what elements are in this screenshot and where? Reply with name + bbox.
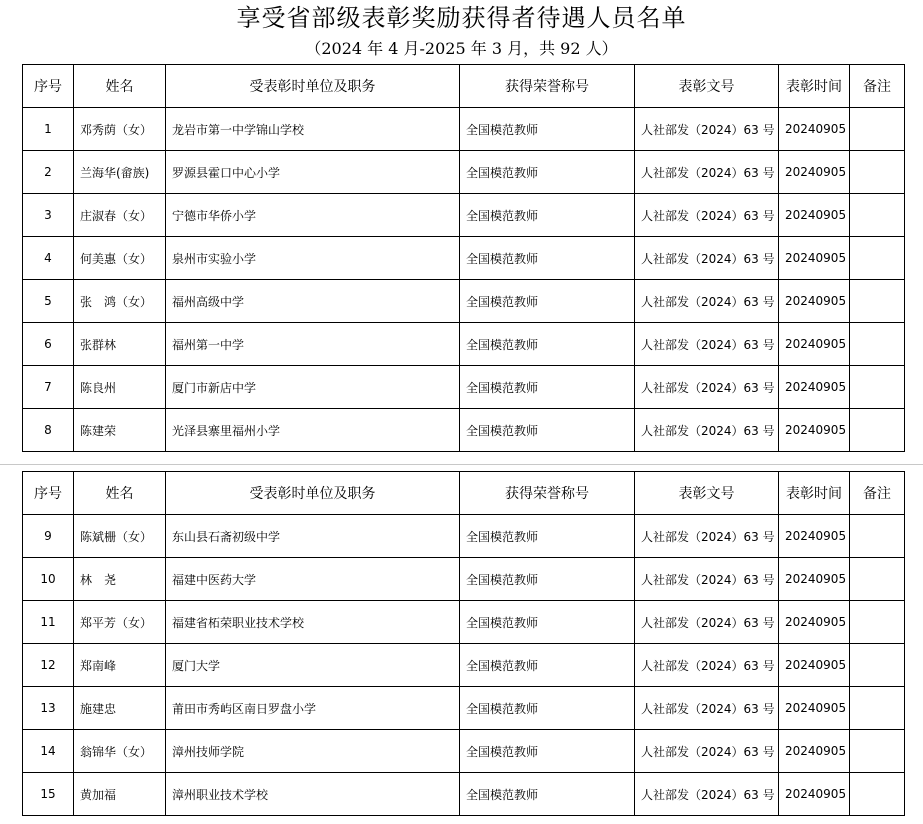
cell-name: 陈斌栅（女） xyxy=(74,515,166,558)
cell-honor: 全国模范教师 xyxy=(460,773,635,816)
cell-honor: 全国模范教师 xyxy=(460,323,635,366)
header-date: 表彰时间 xyxy=(779,472,850,515)
header-honor: 获得荣誉称号 xyxy=(460,65,635,108)
cell-no: 12 xyxy=(23,644,74,687)
cell-unit: 东山县石斋初级中学 xyxy=(166,515,460,558)
header-no: 序号 xyxy=(23,472,74,515)
header-doc: 表彰文号 xyxy=(635,472,779,515)
cell-name: 何美惠（女） xyxy=(74,237,166,280)
cell-honor: 全国模范教师 xyxy=(460,730,635,773)
cell-doc: 人社部发（2024）63 号 xyxy=(635,323,779,366)
roster-table-page-2 xyxy=(22,471,905,816)
cell-no: 11 xyxy=(23,601,74,644)
cell-unit: 宁德市华侨小学 xyxy=(166,194,460,237)
cell-name: 施建忠 xyxy=(74,687,166,730)
table-row xyxy=(23,644,905,687)
cell-date: 20240905 xyxy=(779,601,850,644)
header-unit: 受表彰时单位及职务 xyxy=(166,472,460,515)
table-row xyxy=(23,366,905,409)
cell-note xyxy=(850,366,905,409)
cell-note xyxy=(850,409,905,452)
cell-note xyxy=(850,515,905,558)
cell-honor: 全国模范教师 xyxy=(460,558,635,601)
cell-date: 20240905 xyxy=(779,323,850,366)
table-row xyxy=(23,730,905,773)
table-row xyxy=(23,687,905,730)
cell-date: 20240905 xyxy=(779,558,850,601)
cell-doc: 人社部发（2024）63 号 xyxy=(635,773,779,816)
cell-note xyxy=(850,194,905,237)
table-row xyxy=(23,558,905,601)
table-body-page-1 xyxy=(23,108,905,452)
cell-unit: 漳州职业技术学校 xyxy=(166,773,460,816)
table-row xyxy=(23,515,905,558)
cell-no: 10 xyxy=(23,558,74,601)
table-row xyxy=(23,108,905,151)
cell-note xyxy=(850,644,905,687)
cell-unit: 厦门大学 xyxy=(166,644,460,687)
table-header-row xyxy=(23,65,905,108)
cell-no: 3 xyxy=(23,194,74,237)
cell-no: 14 xyxy=(23,730,74,773)
table-row xyxy=(23,409,905,452)
header-unit: 受表彰时单位及职务 xyxy=(166,65,460,108)
cell-no: 1 xyxy=(23,108,74,151)
cell-name: 郑平芳（女） xyxy=(74,601,166,644)
cell-honor: 全国模范教师 xyxy=(460,194,635,237)
cell-doc: 人社部发（2024）63 号 xyxy=(635,730,779,773)
cell-no: 9 xyxy=(23,515,74,558)
table-row xyxy=(23,323,905,366)
cell-doc: 人社部发（2024）63 号 xyxy=(635,280,779,323)
cell-date: 20240905 xyxy=(779,151,850,194)
cell-note xyxy=(850,323,905,366)
cell-honor: 全国模范教师 xyxy=(460,366,635,409)
cell-note xyxy=(850,237,905,280)
table-row xyxy=(23,151,905,194)
cell-doc: 人社部发（2024）63 号 xyxy=(635,366,779,409)
header-name: 姓名 xyxy=(74,472,166,515)
cell-unit: 福州高级中学 xyxy=(166,280,460,323)
page-divider xyxy=(0,464,923,465)
cell-unit: 龙岩市第一中学锦山学校 xyxy=(166,108,460,151)
cell-honor: 全国模范教师 xyxy=(460,644,635,687)
cell-date: 20240905 xyxy=(779,366,850,409)
header-date: 表彰时间 xyxy=(779,65,850,108)
header-note: 备注 xyxy=(850,65,905,108)
cell-unit: 福州第一中学 xyxy=(166,323,460,366)
table-row xyxy=(23,280,905,323)
cell-honor: 全国模范教师 xyxy=(460,280,635,323)
cell-name: 张 鸿（女） xyxy=(74,280,166,323)
cell-doc: 人社部发（2024）63 号 xyxy=(635,601,779,644)
cell-doc: 人社部发（2024）63 号 xyxy=(635,644,779,687)
cell-note xyxy=(850,280,905,323)
cell-name: 庄淑春（女） xyxy=(74,194,166,237)
cell-doc: 人社部发（2024）63 号 xyxy=(635,108,779,151)
header-note: 备注 xyxy=(850,472,905,515)
cell-doc: 人社部发（2024）63 号 xyxy=(635,558,779,601)
cell-unit: 福建中医药大学 xyxy=(166,558,460,601)
header-doc: 表彰文号 xyxy=(635,65,779,108)
cell-no: 2 xyxy=(23,151,74,194)
cell-note xyxy=(850,601,905,644)
cell-name: 黄加福 xyxy=(74,773,166,816)
header-no: 序号 xyxy=(23,65,74,108)
cell-name: 兰海华(畲族) xyxy=(74,151,166,194)
document-subtitle: （2024 年 4 月-2025 年 3 月，共 92 人） xyxy=(305,39,618,58)
cell-doc: 人社部发（2024）63 号 xyxy=(635,151,779,194)
cell-name: 林 尧 xyxy=(74,558,166,601)
cell-doc: 人社部发（2024）63 号 xyxy=(635,409,779,452)
cell-no: 6 xyxy=(23,323,74,366)
cell-unit: 福建省柘荣职业技术学校 xyxy=(166,601,460,644)
cell-date: 20240905 xyxy=(779,687,850,730)
cell-unit: 厦门市新店中学 xyxy=(166,366,460,409)
cell-no: 13 xyxy=(23,687,74,730)
cell-honor: 全国模范教师 xyxy=(460,108,635,151)
cell-name: 翁锦华（女） xyxy=(74,730,166,773)
cell-date: 20240905 xyxy=(779,644,850,687)
cell-date: 20240905 xyxy=(779,237,850,280)
table-header-row xyxy=(23,472,905,515)
cell-honor: 全国模范教师 xyxy=(460,687,635,730)
cell-no: 15 xyxy=(23,773,74,816)
cell-honor: 全国模范教师 xyxy=(460,409,635,452)
cell-honor: 全国模范教师 xyxy=(460,601,635,644)
cell-doc: 人社部发（2024）63 号 xyxy=(635,194,779,237)
cell-unit: 莆田市秀屿区南日罗盘小学 xyxy=(166,687,460,730)
cell-date: 20240905 xyxy=(779,108,850,151)
cell-date: 20240905 xyxy=(779,515,850,558)
document-title: 享受省部级表彰奖励获得者待遇人员名单 xyxy=(236,4,687,32)
cell-name: 邓秀荫（女） xyxy=(74,108,166,151)
cell-note xyxy=(850,730,905,773)
table-row xyxy=(23,237,905,280)
cell-no: 7 xyxy=(23,366,74,409)
cell-note xyxy=(850,108,905,151)
table-row xyxy=(23,773,905,816)
cell-date: 20240905 xyxy=(779,409,850,452)
roster-table-page-1 xyxy=(22,64,905,452)
cell-doc: 人社部发（2024）63 号 xyxy=(635,515,779,558)
cell-date: 20240905 xyxy=(779,194,850,237)
cell-no: 5 xyxy=(23,280,74,323)
table-body-page-2 xyxy=(23,515,905,816)
cell-note xyxy=(850,687,905,730)
cell-unit: 光泽县寨里福州小学 xyxy=(166,409,460,452)
cell-date: 20240905 xyxy=(779,280,850,323)
cell-no: 8 xyxy=(23,409,74,452)
cell-note xyxy=(850,773,905,816)
cell-doc: 人社部发（2024）63 号 xyxy=(635,237,779,280)
cell-no: 4 xyxy=(23,237,74,280)
cell-name: 陈建荣 xyxy=(74,409,166,452)
cell-unit: 漳州技师学院 xyxy=(166,730,460,773)
cell-name: 陈良州 xyxy=(74,366,166,409)
cell-doc: 人社部发（2024）63 号 xyxy=(635,687,779,730)
cell-name: 张群林 xyxy=(74,323,166,366)
cell-name: 郑南峰 xyxy=(74,644,166,687)
cell-note xyxy=(850,151,905,194)
header-honor: 获得荣誉称号 xyxy=(460,472,635,515)
table-row xyxy=(23,601,905,644)
cell-unit: 罗源县霍口中心小学 xyxy=(166,151,460,194)
table-row xyxy=(23,194,905,237)
cell-note xyxy=(850,558,905,601)
cell-honor: 全国模范教师 xyxy=(460,237,635,280)
header-name: 姓名 xyxy=(74,65,166,108)
cell-unit: 泉州市实验小学 xyxy=(166,237,460,280)
cell-honor: 全国模范教师 xyxy=(460,515,635,558)
cell-honor: 全国模范教师 xyxy=(460,151,635,194)
cell-date: 20240905 xyxy=(779,730,850,773)
cell-date: 20240905 xyxy=(779,773,850,816)
